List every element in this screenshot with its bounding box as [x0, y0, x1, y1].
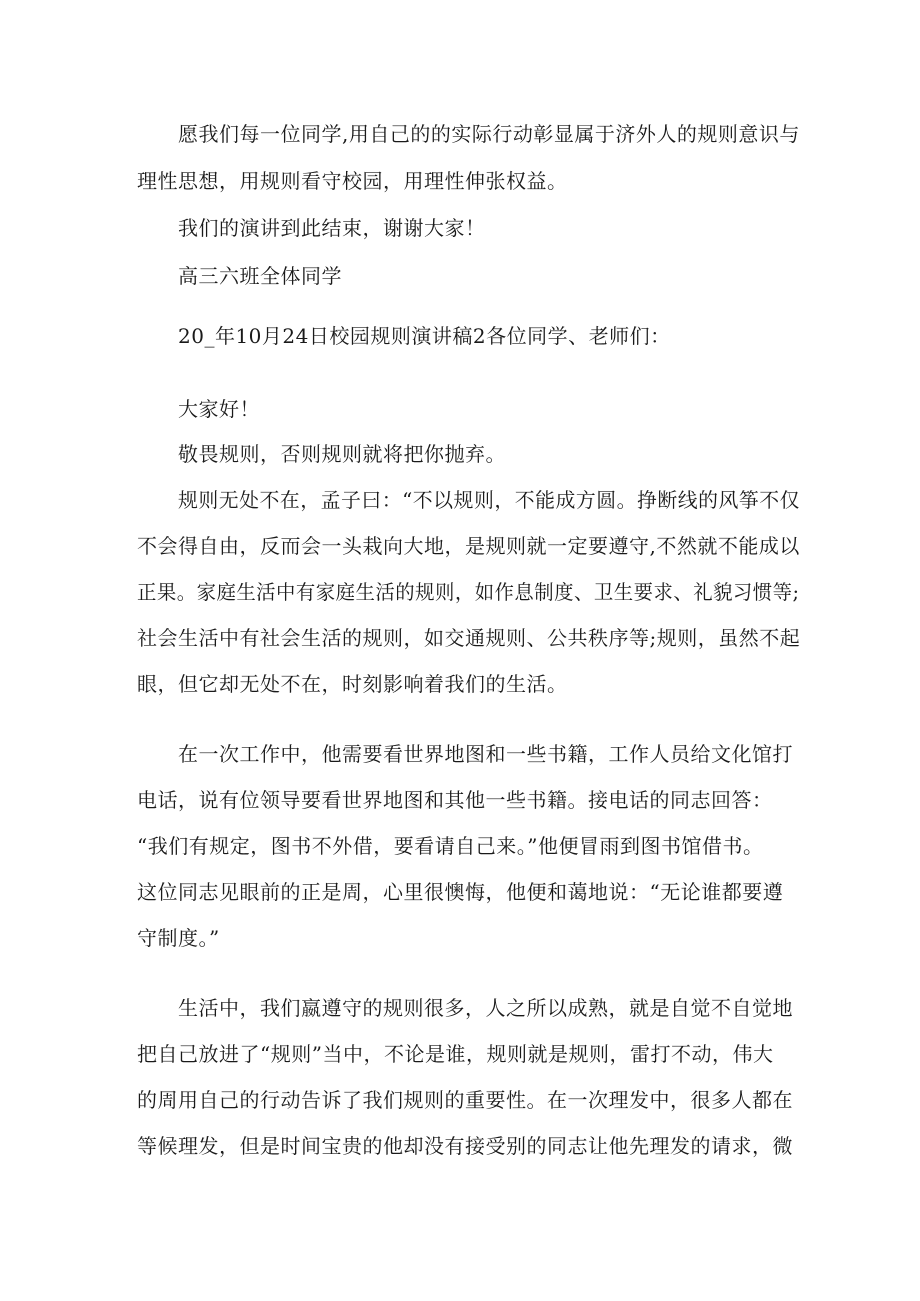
greeting-line: 大家好！	[178, 397, 260, 421]
text-line: 在一次工作中，他需要看世界地图和一些书籍，工作人员给文化馆打	[178, 742, 793, 766]
text-line: 理性思想，用规则看守校园，用理性伸张权益。	[137, 169, 568, 193]
signature-line: 高三六班全体同学	[178, 264, 342, 288]
text-line: 把自己放进了“规则”当中，不论是谁，规则就是规则，雷打不动，伟大	[137, 1042, 774, 1066]
text-line: 这位同志见眼前的正是周，心里很懊悔，他便和蔼地说：“无论谁都要遵	[137, 880, 784, 904]
text-line: 眼，但它却无处不在，时刻影响着我们的生活。	[137, 672, 568, 696]
text-line: 愿我们每一位同学,用自己的的实际行动彰显属于济外人的规则意识与	[178, 122, 800, 146]
text-line: 敬畏规则，否则规则就将把你抛弃。	[178, 442, 506, 466]
text-line: 正果。家庭生活中有家庭生活的规则，如作息制度、卫生要求、礼貌习惯等;	[137, 580, 800, 604]
text-line: “我们有规定，图书不外借，要看请自己来。”他便冒雨到图书馆借书。	[137, 834, 764, 858]
text-line: 社会生活中有社会生活的规则，如交通规则、公共秩序等;规则，虽然不起	[137, 626, 801, 650]
text-line: 规则无处不在，孟子曰：“不以规则，不能成方圆。挣断线的风筝不仅	[178, 488, 800, 512]
text-line: 我们的演讲到此结束，谢谢大家！	[178, 216, 486, 240]
date-title-line: 20_年10月24日校园规则演讲稿2各位同学、老师们：	[178, 324, 671, 348]
text-line: 的周用自己的行动告诉了我们规则的重要性。在一次理发中，很多人都在	[137, 1088, 793, 1112]
text-line: 生活中，我们嬴遵守的规则很多，人之所以成熟，就是自觉不自觉地	[178, 996, 793, 1020]
text-line: 不会得自由，反而会一头栽向大地，是规则就一定要遵守,不然就不能成以	[137, 534, 800, 558]
text-line: 守制度。”	[137, 926, 220, 950]
text-line: 等候理发，但是时间宝贵的他却没有接受别的同志让他先理发的请求，微	[137, 1134, 793, 1158]
text-line: 电话，说有位领导要看世界地图和其他一些书籍。接电话的同志回答：	[137, 788, 773, 812]
